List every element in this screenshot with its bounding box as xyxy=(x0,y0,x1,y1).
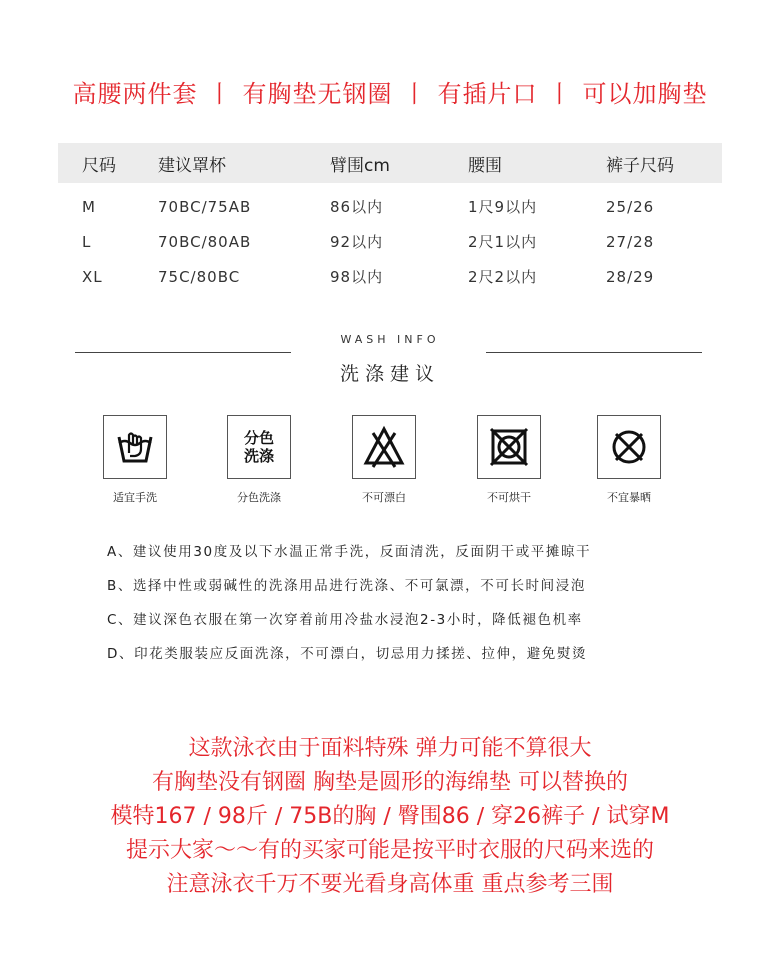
hand-wash-icon xyxy=(111,423,159,471)
table-cell: 27/28 xyxy=(606,232,655,251)
headline-item: 有胸垫无钢圈 xyxy=(242,80,393,108)
no-tumble-dry-icon xyxy=(485,423,533,471)
care-icon-box xyxy=(352,415,416,479)
table-cell: 1尺9以内 xyxy=(468,198,538,216)
table-cell: 75C/80BC xyxy=(158,267,241,286)
header-arm: 臂围cm xyxy=(330,155,390,176)
size-table-header xyxy=(58,143,722,183)
wash-notes xyxy=(107,540,591,676)
table-cell: L xyxy=(82,232,92,251)
care-icon-box xyxy=(477,415,541,479)
promo-line: 有胸垫没有钢圈 胸垫是圆形的海绵垫 可以替换的 xyxy=(152,770,628,795)
wash-heading: 洗涤建议 xyxy=(339,363,440,385)
table-cell: M xyxy=(82,197,96,216)
headline-item: 有插片口 xyxy=(437,80,538,108)
wash-separately-icon xyxy=(227,415,291,479)
wash-note: D、印花类服装应反面洗涤，不可漂白，切忌用力揉搓、拉伸，避免熨烫 xyxy=(107,646,588,662)
headline-separator: 丨 xyxy=(402,80,428,108)
wash-separately-line: 分色 xyxy=(243,429,274,447)
promo-line: 这款泳衣由于面料特殊 弹力可能不算很大 xyxy=(188,736,592,761)
table-cell: 98以内 xyxy=(330,268,384,286)
headline xyxy=(0,74,780,109)
table-row xyxy=(58,224,722,259)
care-item-no-tumble-dry xyxy=(459,415,559,505)
divider xyxy=(75,352,291,353)
promo-line: 模特167 ∕ 98斤 ∕ 75B的胸 ∕ 臀围86 ∕ 穿26裤子 ∕ 试穿M xyxy=(110,804,670,829)
table-cell: 25/26 xyxy=(606,197,655,216)
table-cell: 86以内 xyxy=(330,198,384,216)
headline-item: 可以加胸垫 xyxy=(582,80,708,108)
care-label: 分色洗涤 xyxy=(237,491,281,504)
table-cell: 70BC/80AB xyxy=(158,232,252,251)
care-label: 不宜暴晒 xyxy=(607,491,651,504)
table-cell: 2尺1以内 xyxy=(468,233,538,251)
wash-separately-line: 洗涤 xyxy=(243,447,274,465)
promo-line: 注意泳衣千万不要光看身高体重 重点参考三围 xyxy=(166,872,614,897)
headline-item: 高腰两件套 xyxy=(72,80,198,108)
divider xyxy=(486,352,702,353)
care-label: 适宜手洗 xyxy=(113,491,157,504)
wash-separately-text xyxy=(244,429,274,465)
header-waist: 腰围 xyxy=(468,155,502,176)
table-cell: 92以内 xyxy=(330,233,384,251)
wash-note: A、建议使用30度及以下水温正常手洗，反面清洗，反面阴干或平摊晾干 xyxy=(107,544,592,560)
care-icon-box xyxy=(103,415,167,479)
size-table xyxy=(58,143,722,294)
no-sun-dry-icon xyxy=(605,423,653,471)
headline-separator: 丨 xyxy=(547,80,573,108)
table-cell: 2尺2以内 xyxy=(468,268,538,286)
table-row xyxy=(58,189,722,224)
headline-separator: 丨 xyxy=(207,80,233,108)
header-pants: 裤子尺码 xyxy=(606,155,674,176)
wash-note: B、选择中性或弱碱性的洗涤用品进行洗涤、不可氯漂，不可长时间浸泡 xyxy=(107,578,586,594)
table-row xyxy=(58,259,722,294)
promo-line: 提示大家～～有的买家可能是按平时衣服的尺码来选的 xyxy=(125,838,654,863)
promo-text xyxy=(0,732,780,902)
care-item-hand-wash xyxy=(85,415,185,505)
care-item-no-bleach xyxy=(334,415,434,505)
table-cell: XL xyxy=(82,267,103,286)
care-item-wash-separately xyxy=(209,415,309,505)
care-item-no-sun-dry xyxy=(579,415,679,505)
no-bleach-icon xyxy=(360,423,408,471)
header-size: 尺码 xyxy=(82,155,116,176)
table-cell: 70BC/75AB xyxy=(158,197,252,216)
care-icon-box xyxy=(597,415,661,479)
care-label: 不可烘干 xyxy=(487,491,531,504)
care-label: 不可漂白 xyxy=(362,491,406,504)
wash-info-title: WASH INFO xyxy=(340,333,440,346)
header-cup: 建议罩杯 xyxy=(158,155,226,176)
wash-note: C、建议深色衣服在第一次穿着前用冷盐水浸泡2-3小时，降低褪色机率 xyxy=(107,612,583,628)
table-cell: 28/29 xyxy=(606,267,655,286)
